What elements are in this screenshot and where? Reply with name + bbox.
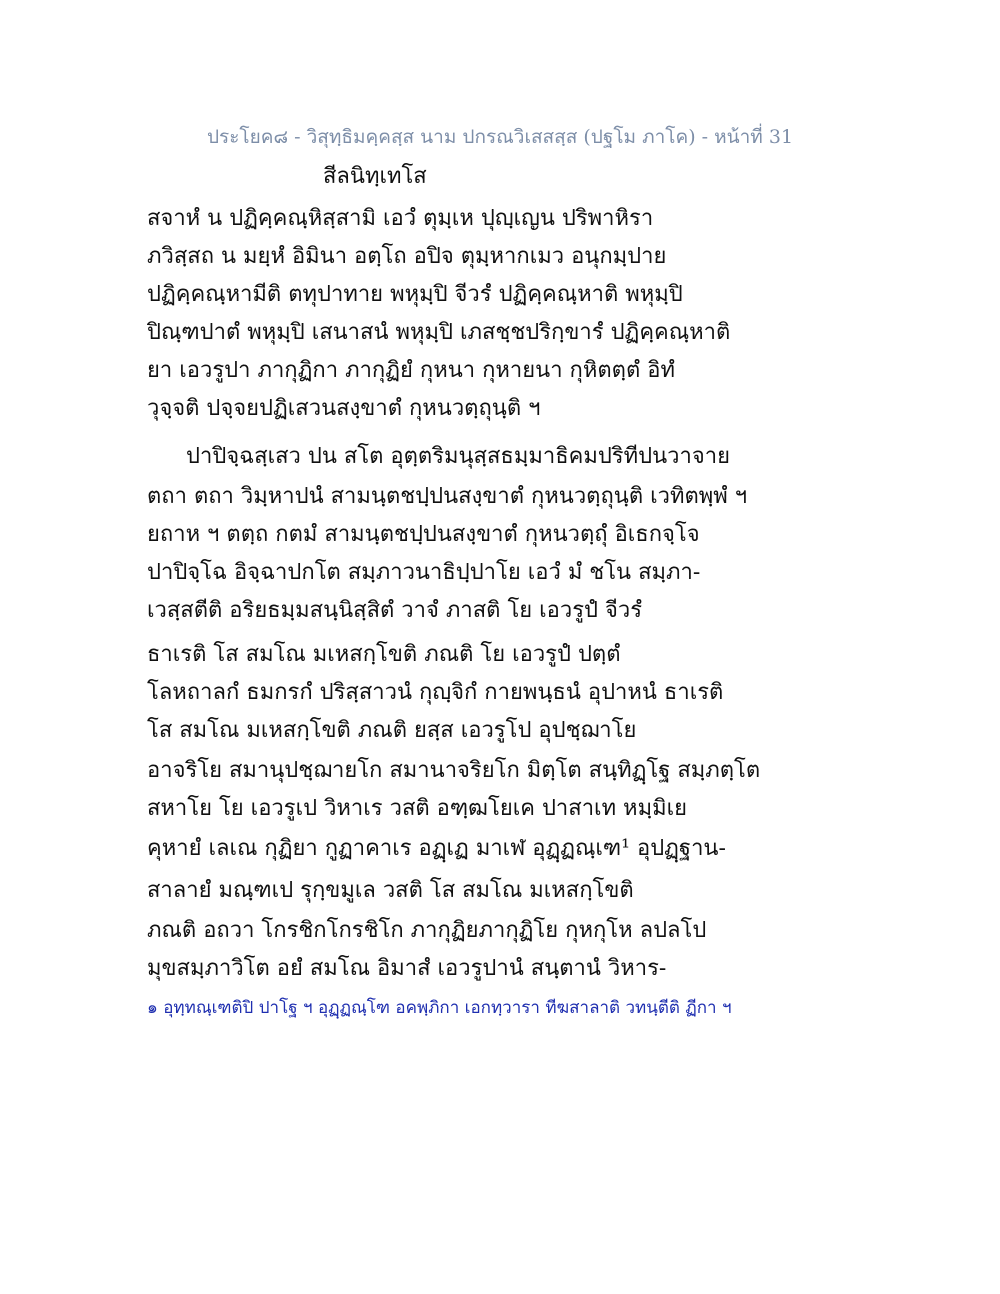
body-line: โลหถาลกํ ธมกรกํ ปริสฺสาวนํ กุญฺจิกํ กายพนฺธนํ อุปาหนํ ธาเรติ (147, 680, 724, 705)
body-line: ปาปิจฺโฉ อิจฺฉาปกโต สมฺภาวนาธิปฺปาโย เอวํ มํ ชโน สมฺภา- (147, 560, 701, 585)
body-line: โส สมโณ มเหสกฺโขติ ภณติ ยสฺส เอวรูโป อุปชฺฌาโย (147, 718, 637, 743)
body-line: สหาโย โย เอวรูเป วิหาเร วสติ อฑฺฒโยเค ปาสาเท หมฺมิเย (147, 796, 687, 821)
body-line: ตถา ตถา วิมฺหาปนํ สามนฺตชปฺปนสงฺขาตํ กุหนวตฺถุนฺติ เวทิตพฺพํ ฯ (147, 484, 748, 509)
body-line: มุขสมฺภาวิโต อยํ สมโณ อิมาสํ เอวรูปานํ สนฺตานํ วิหาร- (147, 956, 667, 981)
body-line: ธาเรติ โส สมโณ มเหสกฺโขติ ภณติ โย เอวรูปํ ปตฺตํ (147, 642, 621, 667)
body-line: สาลายํ มณฺฑเป รุกฺขมูเล วสติ โส สมโณ มเหสกฺโขติ (147, 878, 634, 903)
footnote: ๑ อุทฺทณฺเฑติปิ ปาโฐ ฯ อุฏฺฏณฺโฑ อคพฺภิกา เอกทฺวารา ทีฆสาลาติ วทนฺตีติ ฏีกา ฯ (147, 998, 732, 1018)
body-line: คุหายํ เลเณ กุฏิยา กูฏาคาเร อฏฺเฏ มาเฬ อุฏฺฏณฺเฑ¹ อุปฏฺฐาน- (147, 836, 726, 861)
body-line: ยา เอวรูปา ภากุฏิกา ภากุฏิยํ กุหนา กุหายนา กุหิตตฺตํ อิทํ (147, 358, 675, 383)
body-line: ปฏิคฺคณฺหามีติ ตทุปาทาย พหุมฺปิ จีวรํ ปฏิคฺคณฺหาติ พหุมฺปิ (147, 282, 683, 307)
body-line: เวสฺสตีติ อริยธมฺมสนฺนิสฺสิตํ วาจํ ภาสติ โย เอวรูปํ จีวรํ (147, 598, 643, 623)
body-line: ยถาห ฯ ตตฺถ กตมํ สามนฺตชปฺปนสงฺขาตํ กุหนวตฺถุํ อิเธกจฺโจ (147, 522, 700, 547)
body-line: สจาหํ น ปฏิคฺคณฺหิสฺสามิ เอวํ ตุมฺเห ปุญฺเญน ปริพาหิรา (147, 206, 654, 231)
body-line: ปาปิจฺฉสฺเสว ปน สโต อุตฺตริมนุสฺสธมฺมาธิคมปริทีปนวาจาย (186, 444, 730, 469)
body-line: อาจริโย สมานุปชฺฌายโก สมานาจริยโก มิตฺโต สนฺทิฏฺโฐ สมฺภตฺโต (147, 758, 761, 783)
body-line: ภวิสฺสถ น มยฺหํ อิมินา อตฺโถ อปิจ ตุมฺหากเมว อนุกมฺปาย (147, 244, 667, 269)
body-line: ปิณฺฑปาตํ พหุมฺปิ เสนาสนํ พหุมฺปิ เภสชฺชปริกฺขารํ ปฏิคฺคณฺหาติ (147, 320, 731, 345)
body-line: ภณติ อถวา โกรชิกโกรชิโก ภากุฏิยภากุฏิโย กุหกุโห ลปลโป (147, 918, 707, 943)
page-header: ประโยค๘ - วิสุทฺธิมคฺคสฺส นาม ปกรณวิเสสสฺส (ปฐโม ภาโค) - หน้าที่ 31 (206, 126, 794, 148)
section-title: สีลนิทฺเทโส (323, 164, 427, 189)
body-line: วุจฺจติ ปจฺจยปฏิเสวนสงฺขาตํ กุหนวตฺถุนฺติ ฯ (147, 396, 541, 421)
